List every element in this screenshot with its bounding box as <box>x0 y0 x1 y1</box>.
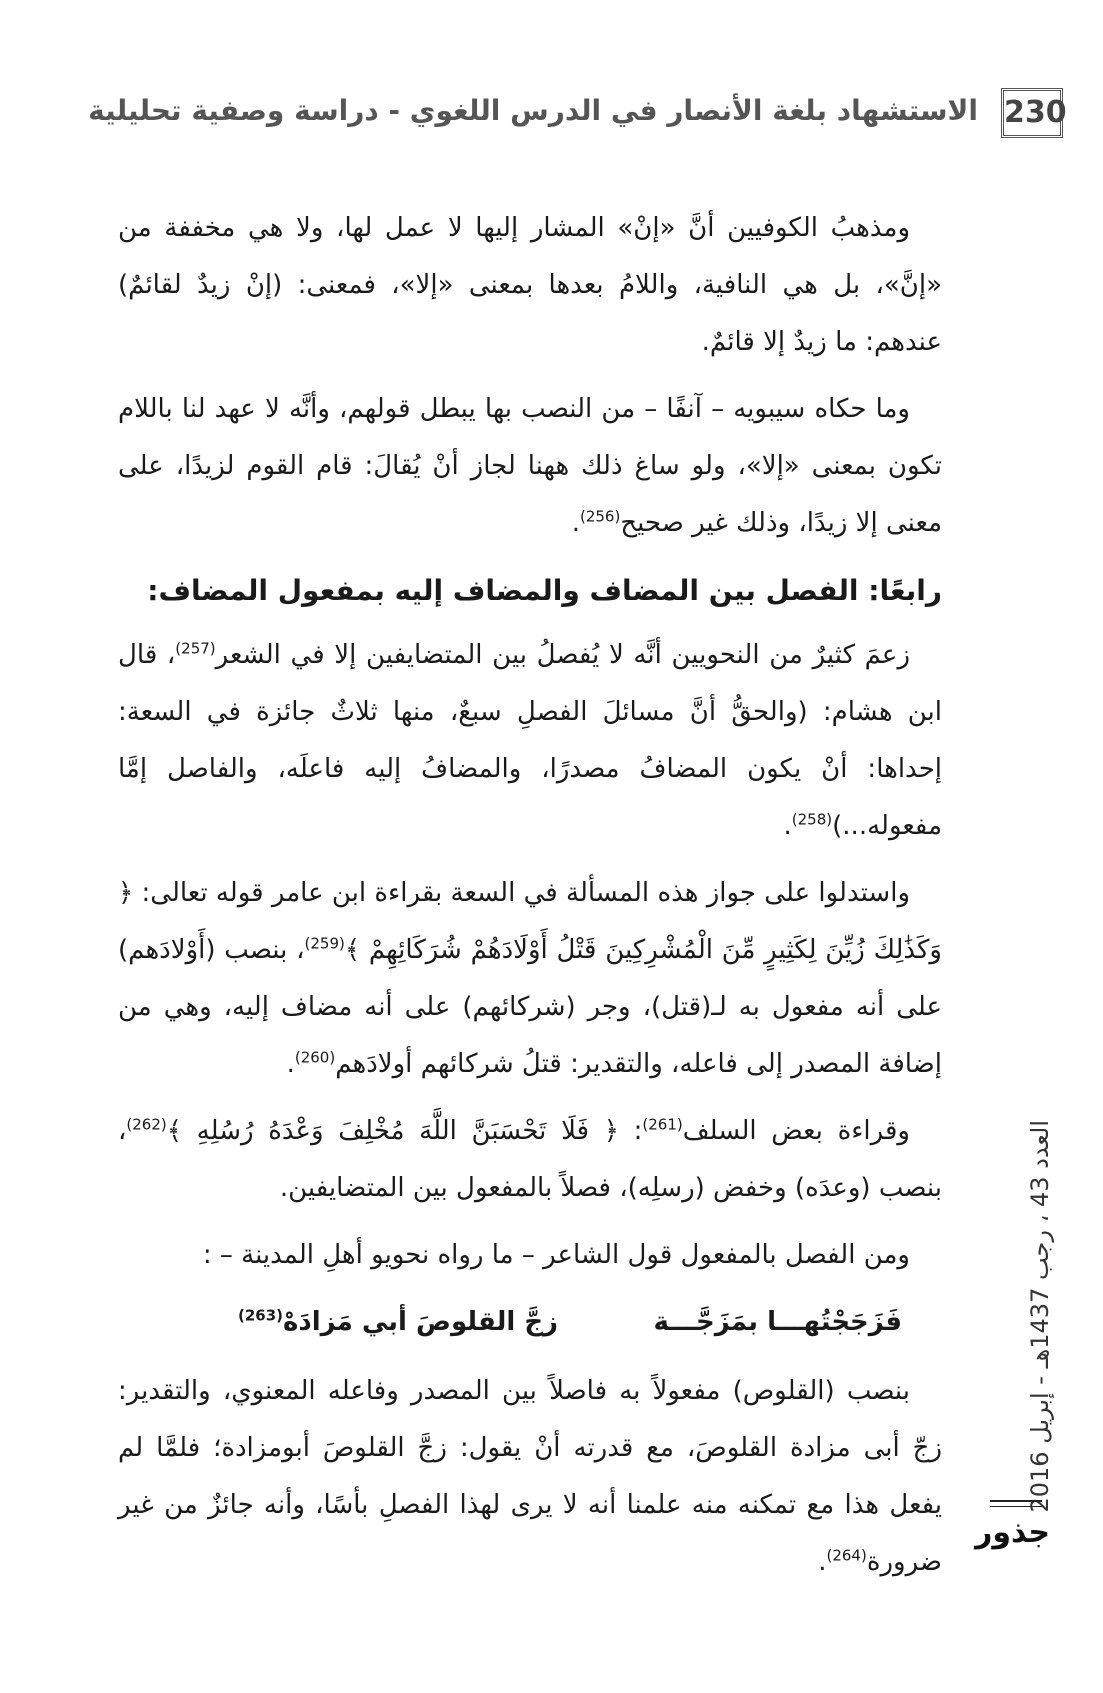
footnote-ref[interactable]: (264) <box>826 1546 867 1565</box>
footnote-ref[interactable]: (261) <box>642 1115 683 1134</box>
paragraph: وقراءة بعض السلف$^{(261)}$: ﴿ فَلَا تَحْسَبَنَّ اللَّهَ مُخْلِفَ وَعْدَهُ رُسُلِهِ ﴾$^{(262)}$، بنصب (وعدَه) وخفض (رسلِه)، فصلاً بالمفعول بين المتضايفين. <box>118 1115 942 1203</box>
footnote-ref[interactable]: (256) <box>579 507 621 526</box>
paragraph: ومن الفصل بالمفعول قول الشاعر – ما رواه نحويو أهلِ المدينة – : <box>202 1240 910 1270</box>
issue-sidebar <box>986 1120 1054 1513</box>
section-heading: رابعًا: الفصل بين المضاف والمضاف إليه بمفعول المضاف: <box>147 574 942 607</box>
divider <box>990 1506 1042 1507</box>
footnote-ref[interactable]: (262) <box>126 1115 167 1134</box>
issue-info: العدد 43 ، رجب 1437هـ - إبريل 2016 <box>1026 1120 1054 1513</box>
paragraph: ومذهبُ الكوفيين أنَّ «إنْ» المشار إليها لا عمل لها، ولا هي مخففة من «إنَّ»، بل هي النافية، واللامُ بعدها بمعنى «إلا»، فمعنى: (إنْ زيدٌ لقائمٌ) عندهم: ما زيدٌ إلا قائمٌ. <box>118 213 942 357</box>
paragraph: زعمَ كثيرٌ من النحويين أنَّه لا يُفصلُ بين المتضايفين إلا في الشعر$^{(257)}$، قال ابن هشام: (والحقُّ أنَّ مسائلَ الفصلِ سبعٌ، منها ثلاثٌ جائزة في السعة: إحداها: أنْ يكون المضافُ مصدرًا، والمضافُ إليه فاعلَه، والفاصل إمَّا مفعوله...)$^{(258)}$. <box>118 639 942 841</box>
page-header <box>88 88 1067 148</box>
paragraph: وما حكاه سيبويه – آنفًا – من النصب بها يبطل قولهم، وأنَّه لا عهد لنا باللام تكون بمعنى «إلا»، ولو ساغ ذلك ههنا لجاز أنْ يُقالَ: قام القوم لزيدًا، على معنى إلا زيدًا، وذلك غير صحيح$^{(256)}$. <box>118 394 942 538</box>
footnote-ref[interactable]: (259) <box>304 934 345 953</box>
paragraph: بنصب (القلوص) مفعولاً به فاصلاً بين المصدر وفاعله المعنوي، والتقدير: زجّ أبى مزادة القلوصَ، مع قدرته أنْ يقول: زجَّ القلوصَ أبومزادة؛ فلمَّا لم يفعل هذا مع تمكنه منه علمنا أنه لا يرى لهذا الفصلِ بأسًا، وأنه جائزٌ من غير ضرورة$^{(264)}$. <box>118 1376 942 1577</box>
footnote-ref[interactable]: (258) <box>791 810 833 829</box>
divider <box>990 1500 1042 1502</box>
running-title: الاستشهاد بلغة الأنصار في الدرس اللغوي - دراسة وصفية تحليلية <box>88 94 978 127</box>
article-body <box>118 200 942 1601</box>
paragraph: واستدلوا على جواز هذه المسألة في السعة بقراءة ابن عامر قوله تعالى: ﴿ وَكَذَٰلِكَ زُيِّنَ لِكَثِيرٍ مِّنَ الْمُشْرِكِينَ قَتْلُ أَوْلَادَهُمْ شُرَكَائِهِمْ ﴾$^{(259)}$، بنصب (أَوْلادَهم) على أنه مفعول به لـ(قتل)، وجر (شركائهم) على أنه مضاف إليه، وهي من إضافة المصدر إلى فاعله، والتقدير: قتلُ شركائهم أولادَهم$^{(260)}$. <box>118 878 942 1079</box>
footnote-ref[interactable]: (263) <box>238 1306 284 1325</box>
verse-second-hemistich: زجَّ القلوصَ أبي مَزادَهْ$^{(263)}$ <box>238 1306 559 1337</box>
footnote-ref[interactable]: (260) <box>294 1048 336 1067</box>
poetry-verse <box>118 1294 942 1351</box>
journal-logo: جذور <box>975 1515 1050 1550</box>
verse-first-hemistich: فَزَجَجْتُهـــا بمَزَجَّـــة <box>653 1307 902 1337</box>
footnote-ref[interactable]: (257) <box>175 639 216 658</box>
page-number: 230 <box>1001 88 1063 138</box>
